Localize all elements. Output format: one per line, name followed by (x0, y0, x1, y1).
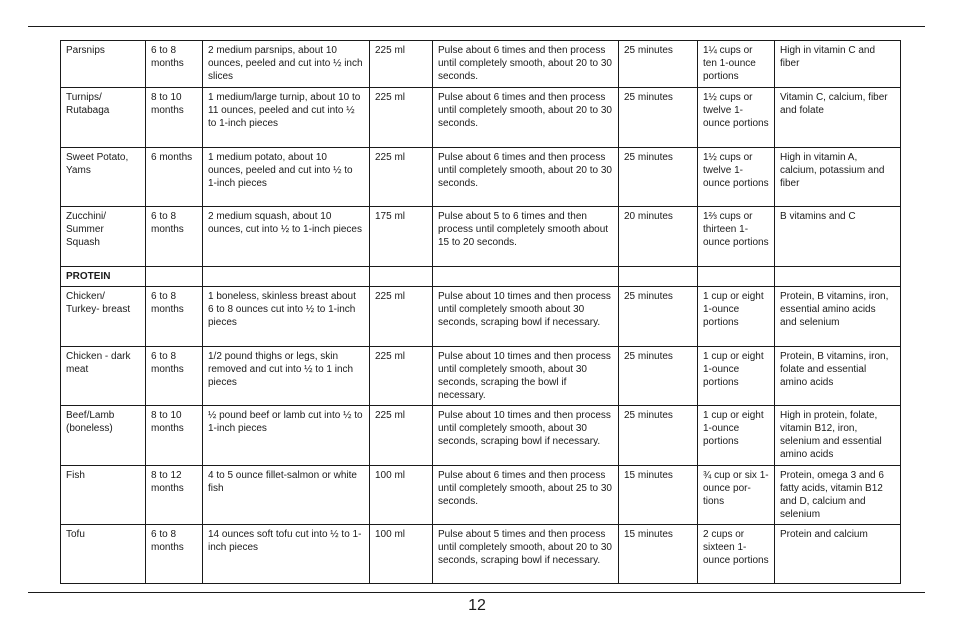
table-row (61, 347, 901, 406)
water-cell: 225 ml (370, 41, 433, 88)
water-cell: 225 ml (370, 347, 433, 406)
yield-cell: 1¼ cups or ten 1-ounce portions (698, 41, 775, 88)
time-cell: 25 minutes (619, 406, 698, 466)
nutrition-cell: High in protein, folate, vitamin B12, iron, selenium and essential amino acids (775, 406, 901, 466)
age-cell: 6 to 8 months (146, 207, 203, 267)
time-cell: 20 minutes (619, 207, 698, 267)
food-cell: Fish (61, 466, 146, 525)
table-row (61, 466, 901, 525)
prep-cell: ½ pound beef or lamb cut into ½ to 1-inch pieces (203, 406, 370, 466)
water-cell: 100 ml (370, 466, 433, 525)
food-cell: Tofu (61, 525, 146, 584)
instructions-cell: Pulse about 6 times and then process until completely smooth, about 25 to 30 seconds. (433, 466, 619, 525)
nutrition-cell: Protein, B vitamins, iron, essential amino acids and selenium (775, 287, 901, 347)
yield-cell: 2 cups or sixteen 1-ounce portions (698, 525, 775, 584)
water-cell: 225 ml (370, 406, 433, 466)
prep-cell: 2 medium parsnips, about 10 ounces, peeled and cut into ½ inch slices (203, 41, 370, 88)
prep-cell: 2 medium squash, about 10 ounces, cut into ½ to 1-inch pieces (203, 207, 370, 267)
section-heading: PROTEIN (61, 267, 146, 287)
nutrition-cell: Protein, B vitamins, iron, folate and essential amino acids (775, 347, 901, 406)
instructions-cell: Pulse about 10 times and then process until completely smooth, about 30 seconds, scraping the bowl if necessary. (433, 347, 619, 406)
yield-cell: 1 cup or eight 1-ounce portions (698, 287, 775, 347)
table-row (61, 525, 901, 584)
age-cell: 6 to 8 months (146, 525, 203, 584)
food-guide-table (60, 40, 901, 584)
age-cell: 6 to 8 months (146, 347, 203, 406)
food-cell: Turnips/ Rutabaga (61, 88, 146, 148)
table-row (61, 148, 901, 207)
food-cell: Zucchini/ Summer Squash (61, 207, 146, 267)
empty-cell (146, 267, 203, 287)
bottom-rule (28, 592, 925, 593)
time-cell: 25 minutes (619, 148, 698, 207)
age-cell: 8 to 12 months (146, 466, 203, 525)
prep-cell: 14 ounces soft tofu cut into ½ to 1-inch pieces (203, 525, 370, 584)
instructions-cell: Pulse about 5 times and then process until completely smooth, about 20 to 30 seconds, scraping bowl if necessary. (433, 525, 619, 584)
yield-cell: 1 cup or eight 1-ounce portions (698, 347, 775, 406)
section-row (61, 267, 901, 287)
food-cell: Beef/Lamb (boneless) (61, 406, 146, 466)
age-cell: 6 to 8 months (146, 287, 203, 347)
water-cell: 225 ml (370, 287, 433, 347)
time-cell: 25 minutes (619, 88, 698, 148)
table-row (61, 88, 901, 148)
prep-cell: 1 medium potato, about 10 ounces, peeled and cut into ½ to 1-inch pieces (203, 148, 370, 207)
time-cell: 15 minutes (619, 466, 698, 525)
water-cell: 100 ml (370, 525, 433, 584)
top-rule (28, 26, 925, 27)
page-number: 12 (468, 597, 486, 614)
nutrition-cell: High in vitamin A, calcium, potassium and fiber (775, 148, 901, 207)
instructions-cell: Pulse about 6 times and then process until completely smooth, about 20 to 30 seconds. (433, 88, 619, 148)
table-row (61, 287, 901, 347)
instructions-cell: Pulse about 5 to 6 times and then process until completely smooth about 15 to 20 seconds. (433, 207, 619, 267)
yield-cell: 1½ cups or twelve 1-ounce portions (698, 148, 775, 207)
nutrition-cell: Vitamin C, calcium, fiber and folate (775, 88, 901, 148)
water-cell: 225 ml (370, 148, 433, 207)
instructions-cell: Pulse about 6 times and then process until completely smooth, about 20 to 30 seconds. (433, 41, 619, 88)
yield-cell: 1½ cups or twelve 1-ounce portions (698, 88, 775, 148)
yield-cell: ¾ cup or six 1-ounce por- tions (698, 466, 775, 525)
table-row (61, 41, 901, 88)
nutrition-cell: High in vitamin C and fiber (775, 41, 901, 88)
instructions-cell: Pulse about 6 times and then process until completely smooth, about 20 to 30 seconds. (433, 148, 619, 207)
nutrition-cell: Protein, omega 3 and 6 fatty acids, vitamin B12 and D, calcium and selenium (775, 466, 901, 525)
food-cell: Chicken/ Turkey- breast (61, 287, 146, 347)
instructions-cell: Pulse about 10 times and then process until completely smooth about 30 seconds, scraping bowl if necessary. (433, 287, 619, 347)
yield-cell: 1 cup or eight 1-ounce portions (698, 406, 775, 466)
empty-cell (370, 267, 433, 287)
time-cell: 25 minutes (619, 347, 698, 406)
prep-cell: 1 medium/large turnip, about 10 to 11 ounces, peeled and cut into ½ to 1-inch pieces (203, 88, 370, 148)
yield-cell: 1⅔ cups or thirteen 1-ounce portions (698, 207, 775, 267)
prep-cell: 1 boneless, skinless breast about 6 to 8 ounces cut into ½ to 1-inch pieces (203, 287, 370, 347)
empty-cell (433, 267, 619, 287)
time-cell: 15 minutes (619, 525, 698, 584)
water-cell: 175 ml (370, 207, 433, 267)
empty-cell (203, 267, 370, 287)
nutrition-cell: Protein and calcium (775, 525, 901, 584)
age-cell: 8 to 10 months (146, 88, 203, 148)
time-cell: 25 minutes (619, 287, 698, 347)
empty-cell (698, 267, 775, 287)
age-cell: 6 to 8 months (146, 41, 203, 88)
prep-cell: 1/2 pound thighs or legs, skin removed and cut into ½ to 1 inch pieces (203, 347, 370, 406)
table-row (61, 207, 901, 267)
empty-cell (619, 267, 698, 287)
age-cell: 6 months (146, 148, 203, 207)
prep-cell: 4 to 5 ounce fillet-salmon or white fish (203, 466, 370, 525)
food-cell: Parsnips (61, 41, 146, 88)
food-cell: Chicken - dark meat (61, 347, 146, 406)
empty-cell (775, 267, 901, 287)
time-cell: 25 minutes (619, 41, 698, 88)
water-cell: 225 ml (370, 88, 433, 148)
instructions-cell: Pulse about 10 times and then process until completely smooth, about 30 seconds, scraping bowl if necessary. (433, 406, 619, 466)
food-cell: Sweet Potato, Yams (61, 148, 146, 207)
nutrition-cell: B vitamins and C (775, 207, 901, 267)
age-cell: 8 to 10 months (146, 406, 203, 466)
table-row (61, 406, 901, 466)
